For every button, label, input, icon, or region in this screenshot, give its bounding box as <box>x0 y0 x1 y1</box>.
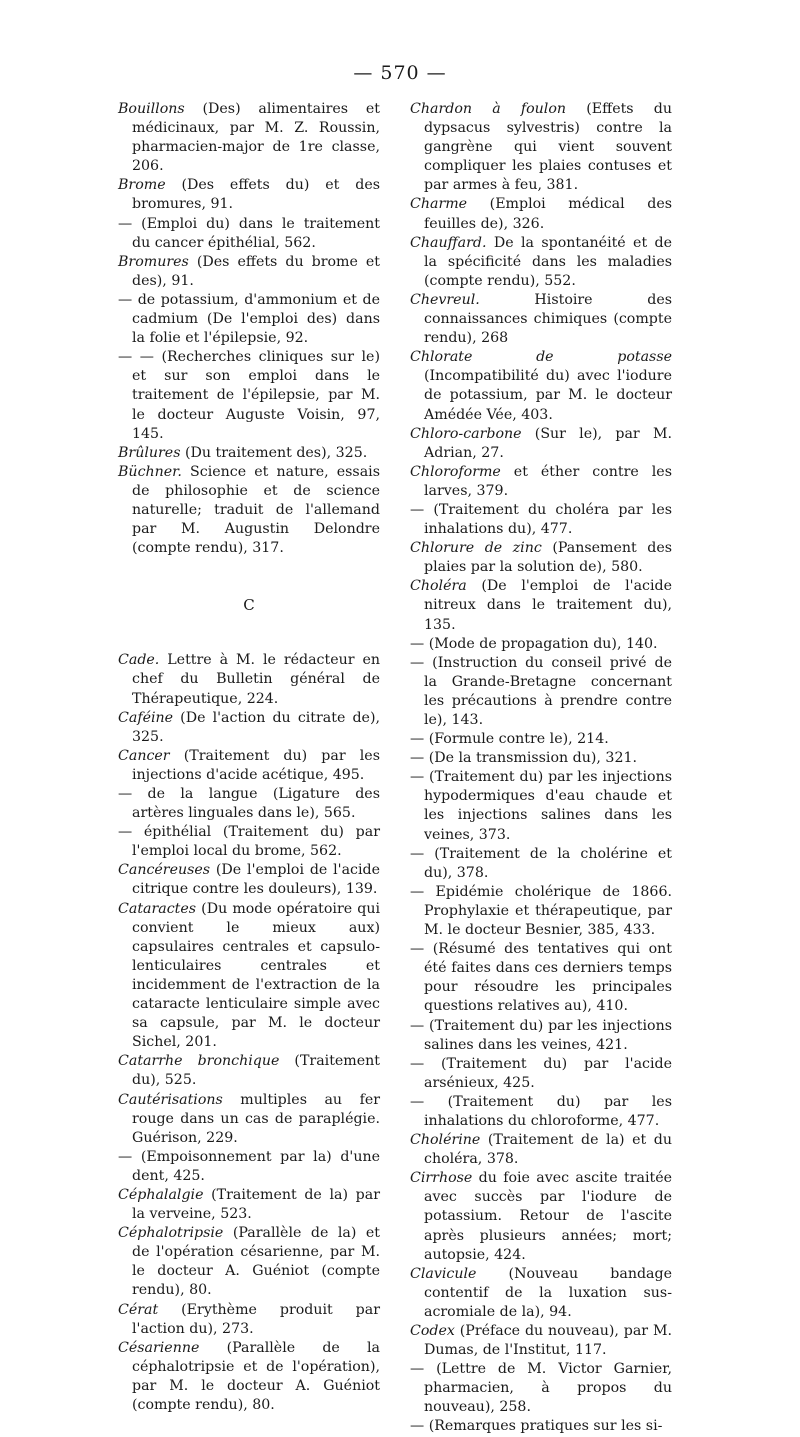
entry-heading: Bromures <box>118 253 189 270</box>
entry-heading: Chlorure de zinc <box>410 540 542 557</box>
entry-heading: Chauffard. <box>410 234 487 251</box>
entry-text: — (Traitement du) par les injections salines dans les veines, 421. <box>410 1017 672 1053</box>
entry-heading: Catarrhe bronchique <box>118 1053 280 1070</box>
index-entry <box>118 747 380 785</box>
index-entry <box>410 883 672 940</box>
entry-heading: Codex <box>410 1323 455 1339</box>
entry-heading: Cautérisations <box>118 1091 223 1108</box>
index-entry <box>118 348 380 443</box>
entry-text: (Emploi médical des feuilles de), 326. <box>424 196 672 232</box>
entry-text: (Traitement du) par les injections d'acide acétique, 495. <box>132 747 380 783</box>
index-entry <box>410 348 672 424</box>
index-column-right <box>410 100 672 1437</box>
entries-c <box>118 651 380 1415</box>
index-entry <box>410 1265 672 1322</box>
entry-heading: Caféine <box>118 709 174 726</box>
entry-text: Lettre à M. le rédacteur en chef du Bulletin général de Thérapeutique, 224. <box>132 652 380 707</box>
index-entry <box>410 425 672 463</box>
entry-text: — (Traitement de la cholérine et du), 378. <box>410 845 672 881</box>
entry-heading: Cade. <box>118 652 160 669</box>
entry-text: — (Traitement du) par l'acide arsénieux, 425. <box>410 1055 672 1091</box>
entries-right <box>410 100 672 1437</box>
index-entry <box>410 730 672 749</box>
index-entry <box>410 1169 672 1264</box>
index-entry <box>410 654 672 730</box>
entry-text: — (Empoisonnement par la) d'une dent, 425. <box>118 1148 380 1184</box>
index-entry <box>118 785 380 823</box>
entry-heading: Brûlures <box>118 444 181 461</box>
entry-text: — (Résumé des tentatives qui ont été faites dans ces derniers temps pour résoudre les principales questions relatives au), 410. <box>410 941 672 1015</box>
entry-heading: Cancer <box>118 747 170 764</box>
entry-text: (Nouveau bandage contentif de la luxation sus-acromiale de la), 94. <box>424 1265 672 1320</box>
index-entry <box>410 100 672 195</box>
entry-text: (Du traitement des), 325. <box>180 444 368 461</box>
entry-text: (Incompatibilité du) avec l'iodure de potassium, par M. le docteur Amédée Vée, 403. <box>424 368 672 423</box>
entry-heading: Chloroforme <box>410 463 501 480</box>
entry-text: (Parallèle de la) et de l'opération césarienne, par M. le docteur A. Guéniot (compte rendu), 80. <box>132 1225 380 1299</box>
entry-text: De la spontanéité et de la spécificité dans les maladies (compte rendu), 552. <box>424 234 672 289</box>
entry-text: — (Traitement du choléra par les inhalations du), 477. <box>410 501 672 538</box>
entry-heading: Büchner. <box>118 463 182 480</box>
index-entry <box>410 845 672 883</box>
entry-text: — Epidémie cholérique de 1866. Prophylaxie et thérapeutique, par M. le docteur Besnier, 385, 433. <box>410 883 672 939</box>
entry-text: — (Instruction du conseil privé de la Grande-Bretagne concernant les précautions à prendre contre le), 143. <box>410 654 672 728</box>
entry-text: — (De la transmission du), 321. <box>410 750 638 767</box>
index-entry <box>410 1093 672 1131</box>
index-entry <box>410 1131 672 1169</box>
index-entry <box>118 1339 380 1415</box>
entry-text: (De l'emploi de l'acide nitreux dans le traitement du), 135. <box>424 578 672 633</box>
index-entry <box>118 463 380 558</box>
entry-heading: Cancéreuses <box>118 862 211 879</box>
entry-text: — (Mode de propagation du), 140. <box>410 635 658 652</box>
entry-heading: Cholérine <box>410 1132 481 1149</box>
entry-text: et éther contre les larves, 379. <box>424 463 672 499</box>
index-entry <box>410 940 672 1016</box>
entry-heading: Cataractes <box>118 900 197 917</box>
entry-text: du foie avec ascite traitée avec succès par l'iodure de potassium. Retour de l'ascite après plusieurs années; mort; autopsie, 424. <box>424 1170 672 1263</box>
entry-text: — de potassium, d'ammonium et de cadmium (De l'emploi des) dans la folie et l'épilepsie, 92. <box>118 291 380 347</box>
entry-text: (Traitement de la) et du choléra, 378. <box>424 1132 672 1168</box>
index-entry <box>118 291 380 348</box>
index-entry <box>118 176 380 214</box>
index-entry <box>410 1017 672 1055</box>
entry-text: (Du mode opératoire qui convient le mieux aux) capsulaires centrales et capsulo-lenticulaires centrales et incidemment de l'extraction de la cataracte lenticulaire simple avec sa capsule, par M. le docteur Sichel, 201. <box>132 900 380 1051</box>
entry-text: (Erythème produit par l'action du), 273. <box>132 1301 380 1337</box>
entry-text: — épithélial (Traitement du) par l'emploi local du brome, 562. <box>118 824 380 860</box>
entry-text: (De l'action du citrate de), 325. <box>132 709 380 745</box>
entry-heading: Chevreul. <box>410 291 480 308</box>
index-entry <box>118 1052 380 1090</box>
entry-text: (Traitement du), 525. <box>132 1053 380 1089</box>
entry-text: (Sur le), par M. Adrian, 27. <box>424 425 672 461</box>
index-entry <box>410 463 672 501</box>
index-entry <box>118 651 380 708</box>
index-entry <box>118 1091 380 1148</box>
entry-heading: Chardon à foulon <box>410 101 567 117</box>
index-entry <box>118 1301 380 1339</box>
index-entry <box>410 749 672 768</box>
index-entry <box>118 100 380 176</box>
index-entry <box>118 861 380 899</box>
index-entry <box>410 1417 672 1436</box>
index-entry <box>410 291 672 348</box>
index-entry <box>118 709 380 747</box>
entry-heading: Céphalalgie <box>118 1186 204 1203</box>
index-entry <box>410 635 672 654</box>
index-entry <box>118 215 380 253</box>
index-entry <box>410 1322 672 1360</box>
entry-text: (Parallèle de la céphalotripsie et de l'opération), par M. le docteur A. Guéniot (compte rendu), 80. <box>132 1339 380 1413</box>
entry-text: — (Formule contre le), 214. <box>410 731 609 748</box>
entry-text: — (Lettre de M. Victor Garnier, pharmacien, à propos du nouveau), 258. <box>410 1361 672 1416</box>
index-entry <box>410 1055 672 1093</box>
entry-heading: Chloro-carbone <box>410 425 522 442</box>
entry-heading: Cérat <box>118 1301 159 1318</box>
section-letter: C <box>243 596 255 615</box>
entry-text: multiples au fer rouge dans un cas de paraplégie. Guérison, 229. <box>132 1091 380 1146</box>
entry-heading: Charme <box>410 196 468 213</box>
index-entry <box>118 1148 380 1186</box>
index-entry <box>118 1186 380 1224</box>
entry-text: (Pansement des plaies par la solution de), 580. <box>424 540 673 576</box>
index-entry <box>410 577 672 634</box>
index-entry <box>118 1224 380 1300</box>
index-column-left <box>118 100 380 1415</box>
index-entry <box>118 823 380 861</box>
index-entry <box>410 539 672 577</box>
entry-text: — (Remarques pratiques sur les si- <box>410 1418 663 1435</box>
entry-text: (Traitement de la) par la verveine, 523. <box>132 1186 380 1223</box>
entry-heading: Césarienne <box>118 1339 200 1356</box>
entry-text: (Des) alimentaires et médicinaux, par M. Z. Roussin, pharmacien-major de 1re classe, 206. <box>132 101 380 175</box>
index-entry <box>410 501 672 539</box>
entry-text: — de la langue (Ligature des artères linguales dans le), 565. <box>118 786 380 822</box>
entry-text: — — (Recherches cliniques sur le) et sur son emploi dans le traitement de l'épilepsie, par M. le docteur Auguste Voisin, 97, 145. <box>118 349 380 442</box>
entry-heading: Choléra <box>410 578 467 595</box>
entry-text: (Des effets du brome et des), 91. <box>132 253 380 289</box>
page-number: — 570 — <box>353 62 447 84</box>
entry-heading: Bouillons <box>118 101 185 117</box>
index-entry <box>410 1360 672 1417</box>
entry-text: — (Traitement du) par les inhalations du chloroforme, 477. <box>410 1093 672 1129</box>
index-entry <box>410 195 672 233</box>
entry-text: (Préface du nouveau), par M. Dumas, de l'Institut, 117. <box>424 1323 672 1359</box>
entry-text: (Des effets du) et des bromures, 91. <box>132 177 380 213</box>
entry-text: (Effets du dypsacus sylvestris) contre la gangrène qui vient souvent compliquer les plaies contuses et par armes à feu, 381. <box>424 101 672 194</box>
entry-text: — (Emploi du) dans le traitement du cancer épithélial, 562. <box>118 215 380 251</box>
entries-b <box>118 100 380 558</box>
index-entry <box>410 234 672 291</box>
entry-heading: Céphalotripsie <box>118 1225 224 1242</box>
entry-text: Histoire des connaissances chimiques (compte rendu), 268 <box>424 291 672 347</box>
index-entry <box>118 900 380 1053</box>
entry-text: (De l'emploi de l'acide citrique contre les douleurs), 139. <box>132 862 380 898</box>
index-entry <box>118 253 380 291</box>
index-entry <box>410 768 672 844</box>
entry-heading: Brome <box>118 177 166 194</box>
entry-heading: Chlorate de potasse <box>410 349 672 366</box>
entry-heading: Cirrhose <box>410 1170 473 1187</box>
entry-text: Science et nature, essais de philosophie et de science naturelle; traduit de l'allemand par M. Augustin Delondre (compte rendu), 317. <box>132 463 380 557</box>
entry-text: — (Traitement du) par les injections hypodermiques d'eau chaude et les injections salines dans les veines, 373. <box>410 769 672 843</box>
index-entry <box>118 444 380 463</box>
entry-heading: Clavicule <box>410 1265 477 1282</box>
